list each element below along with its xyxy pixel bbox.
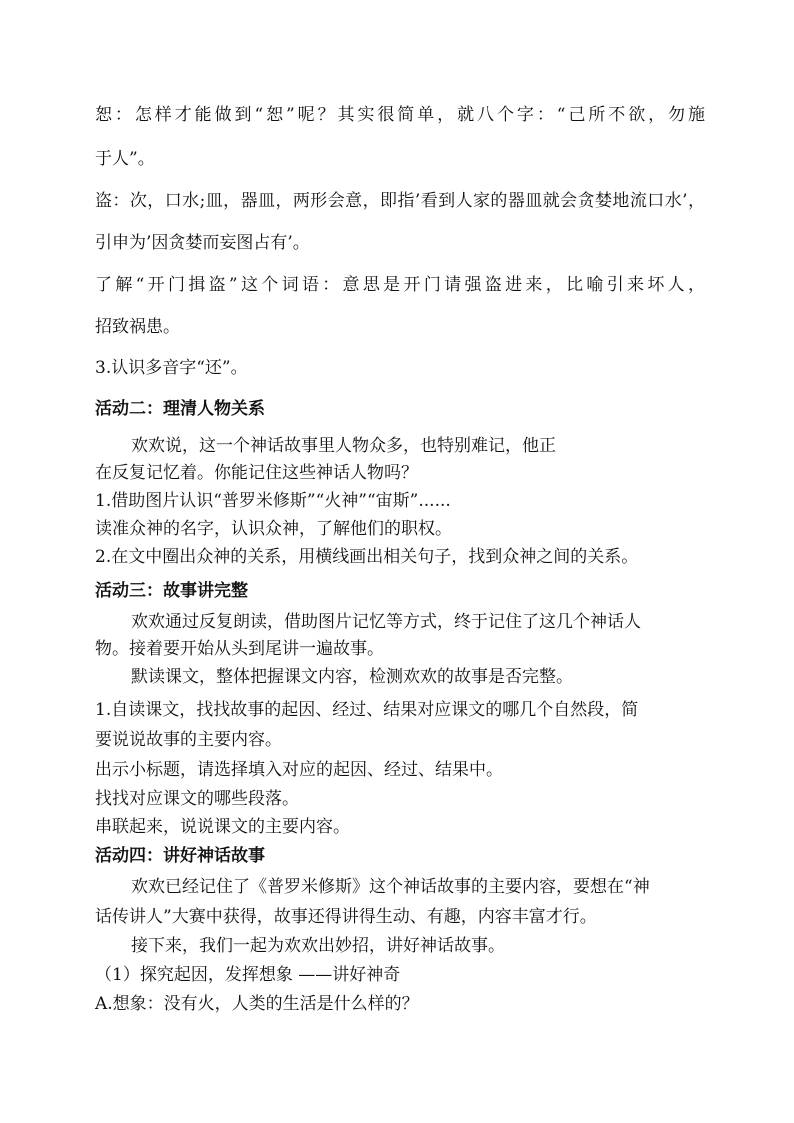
paragraph-line: 默读课文，整体把握课文内容，检测欢欢的故事是否完整。 (131, 667, 573, 687)
paragraph-line: 1.借助图片认识“普罗米修斯”“火神”“宙斯”...... (95, 491, 451, 511)
paragraph-line: 盗：次，口水;皿，器皿，两形会意，即指’看到人家的器皿就会贪婪地流口水’， (95, 191, 705, 211)
paragraph-line: 招致祸患。 (95, 317, 180, 337)
paragraph-line: 欢欢通过反复朗读，借助图片记忆等方式，终于记住了这几个神话人 (131, 612, 641, 632)
paragraph-line: （1）探究起因，发挥想象 ——讲好神奇 (95, 965, 401, 985)
paragraph-line: 引申为’因贪婪而妄图占有’。 (95, 233, 310, 253)
paragraph-line: 读准众神的名字，认识众神，了解他们的职权。 (95, 519, 452, 539)
paragraph-line: 欢欢已经记住了《普罗米修斯》这个神话故事的主要内容，要想在“神 (131, 877, 650, 897)
paragraph-line: 恕：怎样才能做到“恕”呢？其实很简单，就八个字：“己所不欲，勿施 (95, 105, 705, 125)
section-heading: 活动二：理清人物关系 (95, 399, 265, 419)
paragraph-line: 物。接着要开始从头到尾讲一遍故事。 (95, 639, 384, 659)
paragraph-line: 了解“开门揖盗”这个词语：意思是开门请强盗进来，比喻引来坏人， (95, 275, 705, 295)
paragraph-line: A.想象：没有火，人类的生活是什么样的？ (95, 994, 419, 1014)
paragraph-line: 找找对应课文的哪些段落。 (95, 789, 299, 809)
paragraph-line: 接下来，我们一起为欢欢出妙招，讲好神话故事。 (131, 936, 505, 956)
paragraph-line: 3.认识多音字“还”。 (95, 358, 248, 378)
paragraph-line: 出示小标题，请选择填入对应的起因、经过、结果中。 (95, 760, 503, 780)
paragraph-line: 要说说故事的主要内容。 (95, 730, 282, 750)
section-heading: 活动四：讲好神话故事 (95, 846, 265, 866)
paragraph-line: 在反复记忆着。你能记住这些神话人物吗？ (95, 463, 418, 483)
paragraph-line: 1.自读课文，找找故事的起因、经过、结果对应课文的哪几个自然段，简 (95, 700, 639, 720)
paragraph-line: 串联起来，说说课文的主要内容。 (95, 817, 350, 837)
paragraph-line: 2.在文中圈出众神的关系，用横线画出相关句子，找到众神之间的关系。 (95, 547, 639, 567)
paragraph-line: 于人”。 (95, 149, 155, 169)
paragraph-line: 话传讲人”大赛中获得，故事还得讲得生动、有趣，内容丰富才行。 (95, 907, 597, 927)
section-heading: 活动三：故事讲完整 (95, 581, 248, 601)
paragraph-line: 欢欢说，这一个神话故事里人物众多，也特别难记，他正 (131, 436, 556, 456)
